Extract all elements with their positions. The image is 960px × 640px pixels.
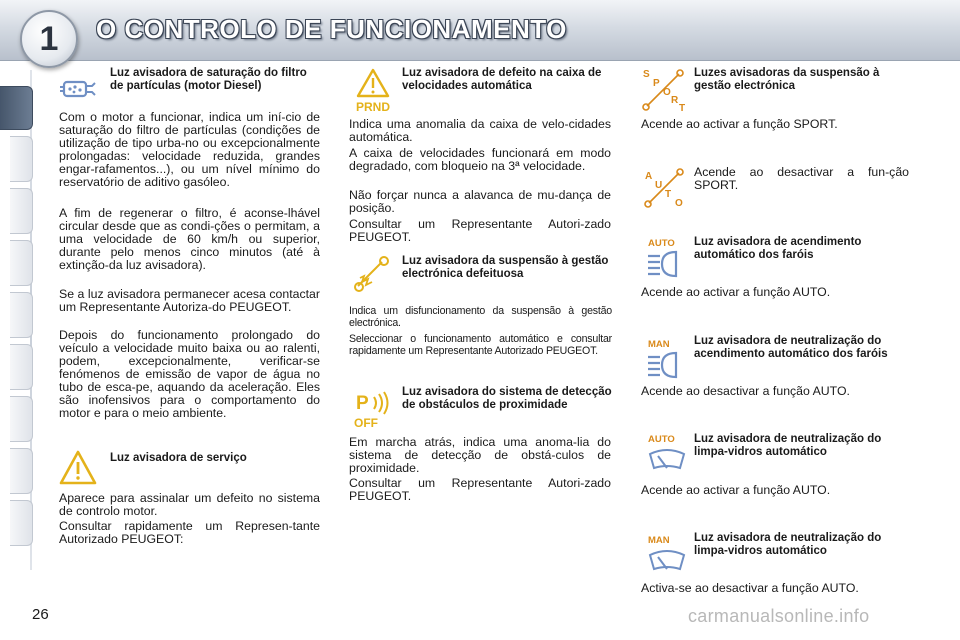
suspension-auto-text: Acende ao desactivar a fun-ção SPORT. [694, 165, 909, 192]
suspension-fault-title: Luz avisadora da suspensão à gestão electrónica defeituosa [402, 255, 609, 280]
auto-wipers-label: AUTO [648, 434, 675, 445]
gearbox-title: Luz avisadora de defeito na caixa de velocidades automática [402, 67, 602, 92]
chapter-tab[interactable] [10, 240, 33, 286]
sport-letter-p: P [653, 78, 660, 89]
parking-sensors-paragraph: Consultar um Representante Autori-zado PEUGEOT. [349, 476, 611, 503]
service-warning-triangle-icon [58, 449, 98, 487]
suspension-fault-paragraph: Indica um disfuncionamento da suspensão à gestão electrónica. [349, 305, 612, 329]
watermark: carmanualsonline.info [688, 606, 870, 626]
auto-headlights-icon [646, 236, 686, 278]
diesel-filter-paragraph: A fim de regenerar o filtro, é aconse-lhável circular desde que as condi-ções o permitam, a uma velocidade de 60 km/h ou superior, durante pelo menos cinco minutos (até à extinção-da luz avisadora). [59, 206, 320, 272]
auto-headlights-text: Acende ao activar a função AUTO. [641, 285, 831, 299]
auto-letter-a: A [645, 171, 653, 182]
chapter-tab[interactable] [10, 136, 33, 182]
service-title: Luz avisadora de serviço [110, 452, 247, 464]
diesel-filter-title: Luz avisadora de saturação do filtro de partículas (motor Diesel) [110, 67, 307, 92]
auto-letter-t: T [665, 189, 672, 200]
prnd-label: PRND [355, 100, 391, 114]
chapter-tab[interactable] [10, 396, 33, 442]
sport-letter-r: R [671, 95, 679, 106]
page-number: 26 [32, 606, 49, 623]
diesel-filter-paragraph: Com o motor a funcionar, indica um iní-cio de saturação do filtro de partículas (condições de utilização de tipo urba-no ou excepcionalmente prolongadas: velocidade reduzida, grandes engar-rafamentos...), ou um nível mínimo do reservatório de aditivo gasóleo. [59, 110, 320, 189]
gearbox-paragraph: Consultar um Representante Autori-zado PEUGEOT. [349, 217, 611, 244]
page-title: O CONTROLO DE FUNCIONAMENTO [96, 14, 567, 44]
gearbox-paragraph: Não forçar nunca a alavanca de mu-dança de posição. [349, 188, 611, 215]
headlights-override-text: Acende ao desactivar a função AUTO. [641, 384, 850, 398]
auto-letter-u: U [655, 180, 663, 191]
parking-off-label: OFF [354, 416, 378, 429]
suspension-sport-title: Luzes avisadoras da suspensão à gestão electrónica [694, 67, 880, 92]
chapter-tab-1-active[interactable] [0, 86, 33, 130]
manual-headlights-icon [646, 337, 686, 379]
parking-p-letter: P [356, 393, 369, 414]
wipers-man-text: Activa-se ao desactivar a função AUTO. [641, 581, 859, 595]
page-header [0, 0, 960, 61]
suspension-fault-paragraph: Seleccionar o funcionamento automático e consultar rapidamente um Representante Autorizado PEUGEOT. [349, 333, 612, 357]
chapter-tab[interactable] [10, 292, 33, 338]
auto-wipers-icon [646, 432, 688, 474]
service-paragraph: Aparece para assinalar um defeito no sistema de controlo motor. [59, 491, 320, 518]
sport-letter-t: T [679, 103, 686, 112]
suspension-auto-icon [643, 165, 687, 209]
wipers-auto-title: Luz avisadora de neutralização do limpa-vidros automático [694, 433, 882, 458]
chapter-tabs [0, 70, 34, 570]
manual-headlights-label: MAN [648, 339, 670, 350]
headlights-override-title: Luz avisadora de neutralização do acendimento automático dos faróis [694, 335, 888, 360]
sport-letter-o: O [663, 87, 671, 98]
parking-sensors-paragraph: Em marcha atrás, indica uma anoma-lia do sistema de detecção de obstá-culos de proximidade. [349, 435, 611, 475]
manual-wipers-label: MAN [648, 535, 670, 546]
gearbox-paragraph: Indica uma anomalia da caixa de velo-cidades automática. [349, 117, 611, 144]
gearbox-paragraph: A caixa de velocidades funcionará em modo degradado, com bloqueio na 3ª velocidade. [349, 146, 611, 173]
wipers-man-title: Luz avisadora de neutralização do limpa-vidros automático [694, 532, 882, 557]
auto-headlights-title: Luz avisadora de acendimento automático dos faróis [694, 236, 862, 261]
manual-wipers-icon [646, 533, 688, 575]
suspension-sport-icon [641, 66, 687, 112]
wipers-auto-text: Acende ao activar a função AUTO. [641, 483, 831, 497]
suspension-sport-text: Acende ao activar a função SPORT. [641, 117, 838, 131]
chapter-tab[interactable] [10, 448, 33, 494]
diesel-particle-filter-icon [60, 74, 100, 104]
chapter-tab[interactable] [10, 344, 33, 390]
diesel-filter-paragraph: Depois do funcionamento prolongado do veículo a velocidade muito baixa ou ao ralenti, podem, excepcionalmente, verificar-se fenómenos de emissão de vapor de água no tubo de esca-pe, aquando da aceleração. Eles são inofensivos para o comportamento do motor e para o meio ambiente. [59, 328, 320, 420]
sport-letter-s: S [643, 69, 650, 80]
diesel-filter-paragraph: Se a luz avisadora permanecer acesa contactar um Representante Autoriza-do PEUGEOT. [59, 287, 320, 314]
auto-headlights-label: AUTO [648, 238, 675, 249]
chapter-tab[interactable] [10, 188, 33, 234]
gearbox-fault-prnd-icon [350, 68, 396, 114]
chapter-number-badge: 1 [20, 10, 78, 68]
suspension-fault-icon [352, 254, 394, 294]
service-paragraph: Consultar rapidamente um Represen-tante Autorizado PEUGEOT: [59, 519, 320, 546]
auto-letter-o: O [675, 198, 683, 209]
chapter-tab[interactable] [10, 500, 33, 546]
parking-sensors-title: Luz avisadora do sistema de detecção de obstáculos de proximidade [402, 386, 612, 411]
parking-sensors-off-icon [352, 389, 396, 429]
